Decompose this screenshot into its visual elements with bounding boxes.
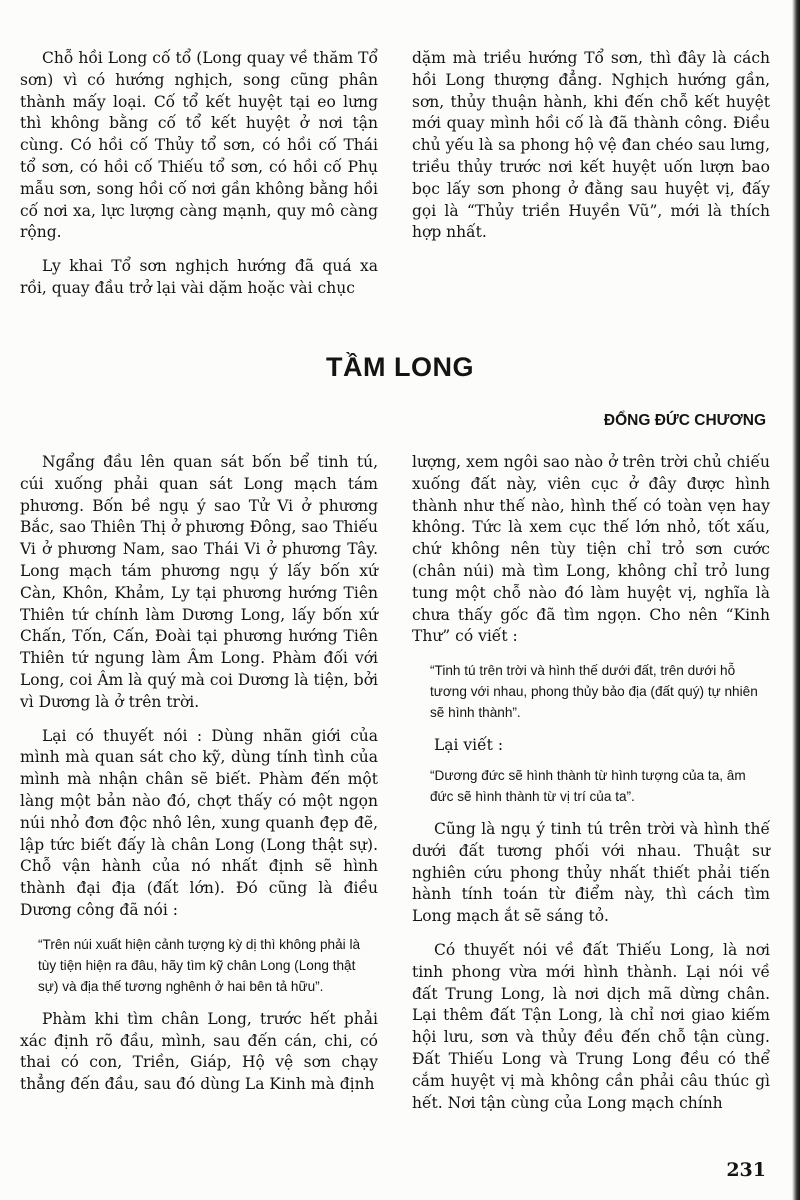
quotation: “Tinh tú trên trời và hình thế dưới đất, trên dưới hỗ tương với nhau, phong thủy bảo địa (đất quý) tự nhiên sẽ hình thành”.	[430, 663, 758, 721]
quotation: “Trên núi xuất hiện cảnh tượng kỳ dị thì không phải là tùy tiện hiện ra đâu, hãy tìm kỹ chân Long (Long thật sự) và địa thế tương nghênh ở hai bên tả hữu”.	[38, 936, 361, 994]
paragraph: Ngẩng đầu lên quan sát bốn bể tinh tú, cúi xuống phải quan sát Long mạch tám phương. Bốn bề ngụ ý sao Tử Vi ở phương Bắc, sao Thiên Thị ở phương Đông, sao Thiếu Vi ở phương Nam, sao Thái Vi ở phương Tây. Long mạch tám phương ngụ ý lấy bốn xứ Càn, Khôn, Khảm, Ly tại phương hướng Tiên Thiên tứ chính làm Dương Long, lấy bốn xứ Chấn, Tốn, Cấn, Đoài tại phương hướng Tiên Thiên tứ ngung làm Âm Long. Phàm đối với Long, coi Âm là quý mà coi Dương là tiện, bởi vì Dương là ở trên trời.	[20, 453, 378, 711]
paragraph: lượng, xem ngôi sao nào ở trên trời chủ chiếu xuống đất này, viên cục ở đây được hình thành như thế nào, hình thế có toàn vẹn hay không. Tức là xem cục thế lớn nhỏ, tốt xấu, chứ không nên tùy tiện chỉ trỏ sơn cước (chân núi) mà tìm Long, không chỉ trỏ lung tung một chỗ nào đó làm huyệt vị, nghĩa là chưa thấy gốc đã tìm ngọn. Cho nên “Kinh Thư” có viết :	[412, 453, 770, 646]
article-title: TẦM LONG	[326, 352, 474, 382]
paragraph: Chỗ hồi Long cố tổ (Long quay về thăm Tổ sơn) vì có hướng nghịch, song cũng phân thành mấy loại. Cố tổ kết huyệt tại eo lưng thì không bằng cố tổ kết huyệt ở nơi tận cùng. Có hồi cố Thủy tổ sơn, có hồi cố Thái tổ sơn, có hồi cố Thiếu tổ sơn, có hồi cố Phụ mẫu sơn, song hồi cố nơi gần không bằng hồi cố nơi xa, lực lượng càng mạnh, quy mô càng rộng.	[20, 49, 378, 242]
top-left-column	[20, 48, 378, 312]
author-name: ĐỔNG ĐỨC CHƯƠNG	[603, 412, 766, 429]
paragraph: Cũng là ngụ ý tinh tú trên trời và hình thế dưới đất tương phối với nhau. Thuật sư nghiên cứu phong thủy nhất thiết phải tiến hành tính toán từ điểm này, thì cách tìm Long mạch ắt sẽ sáng tỏ.	[412, 819, 770, 926]
article-left-column	[20, 452, 378, 1108]
paragraph: Ly khai Tổ sơn nghịch hướng đã quá xa rồi, quay đầu trở lại vài dặm hoặc vài chục	[20, 257, 378, 297]
paragraph: Phàm khi tìm chân Long, trước hết phải xác định rõ đầu, mình, sau đến cán, chi, có thai có con, Triền, Giáp, Hộ vệ sơn chạy thẳng đến đầu, sau đó dùng La Kinh mà định	[20, 1009, 378, 1094]
page-number: 231	[726, 1159, 766, 1181]
paragraph: dặm mà triều hướng Tổ sơn, thì đây là cách hồi Long thượng đẳng. Nghịch hướng gần, sơn, thủy thuận hành, khi đến chỗ kết huyệt mới quay mình hồi cố là đã thành công. Điều chủ yếu là sa phong hộ vệ đan chéo sau lưng, triều thủy trước nơi kết huyệt uốn lượn bao bọc lấy sơn phong ở đằng sau huyệt vị, đấy gọi là “Thủy triền Huyền Vũ”, mới là thích hợp nhất.	[412, 49, 770, 242]
top-right-column	[412, 48, 770, 256]
quotation: “Dương đức sẽ hình thành từ hình tượng của ta, âm đức sẽ hình thành từ vị trí của ta”.	[430, 767, 746, 804]
paragraph: Lại viết :	[434, 736, 504, 755]
paragraph: Có thuyết nói về đất Thiếu Long, là nơi tinh phong vừa mới hình thành. Lại nói về đất Trung Long, là nơi dịch mã dừng chân. Lại thêm đất Tận Long, là chỉ nơi giao kiếm hội lưu, sơn và thủy đều đến chỗ tận cùng. Đất Thiếu Long và Trung Long đều có thể cắm huyệt vị mà không cần phải câu thúc gì hết. Nơi tận cùng của Long mạch chính	[412, 940, 770, 1112]
article-right-column	[412, 452, 770, 1126]
page-edge-shadow	[792, 0, 800, 1200]
paragraph: Lại có thuyết nói : Dùng nhãn giới của mình mà quan sát cho kỹ, dùng tính tình của mình mà nhận chân sẽ biết. Phàm đến một làng một bản nào đó, chợt thấy có một ngọn núi nhỏ đơn độc nhô lên, xung quanh đẹp đẽ, lập tức biết đấy là chân Long (Long thật sự). Chỗ vận hành của nó nhất định sẽ hình thành đại địa (đất lớn). Đó cũng là điều Dương công đã nói :	[20, 726, 378, 919]
